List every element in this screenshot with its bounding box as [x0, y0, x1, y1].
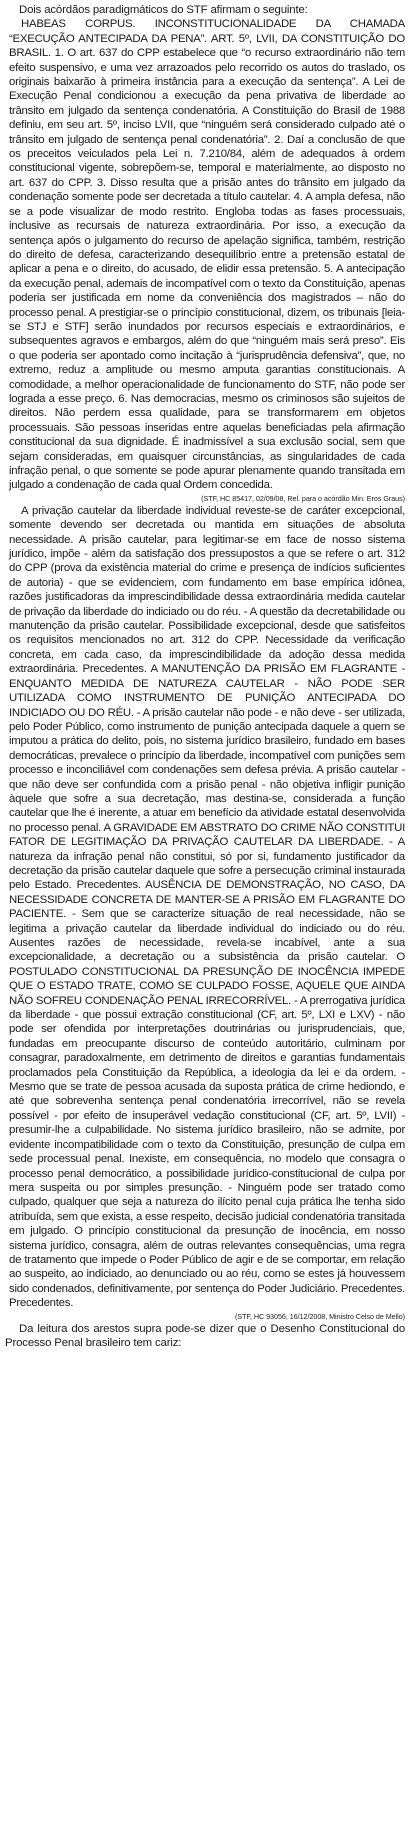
- closing-paragraph: Da leitura dos arestos supra pode-se dizer que o Desenho Constitucional do Processo Penal brasileiro tem cariz:: [5, 1322, 405, 1349]
- jurisprudence-quote-2: [5, 504, 405, 1322]
- jurisprudence-quote-1: [5, 17, 405, 503]
- intro-paragraph: Dois acórdãos paradigmáticos do STF afirmam o seguinte:: [19, 4, 308, 16]
- quote-1-text: HABEAS CORPUS. INCONSTITUCIONALIDADE DA CHAMADA “EXECUÇÃO ANTECIPADA DA PENA”. ART. 5º, LVII, DA CONSTITUIÇÃO DO BRASIL. 1. O art. 637 do CPP estabelece que “o recurso extraordinário não tem efeito suspensivo, e uma vez arrazoados pelo recorrido os autos do traslado, os originais baixarão à primeira instância para a execução da sentença”. A Lei de Execução Penal condicionou a execução da pena privativa de liberdade ao trânsito em julgado da sentença condenatória. A Constituição do Brasil de 1988 definiu, em seu art. 5º, inciso LVII, que “ninguém será considerado culpado até o trânsito em julgado de sentença penal condenatória”. 2. Daí a conclusão de que os preceitos veiculados pela Lei n. 7.210/84, além de adequados à ordem constitucional vigente, sobrepõem-se, temporal e materialmente, ao disposto no art. 637 do CPP. 3. Disso resulta que a prisão antes do trânsito em julgado da condenação somente pode ser decretada a título cautelar. 4. A ampla defesa, não se a pode visualizar de modo restrito. Engloba todas as fases processuais, inclusive as recursais de natureza extraordinária. Por isso, a execução da sentença após o julgamento do recurso de apelação significa, também, restrição do direito de defesa, caracterizando desequilíbrio entre a pretensão estatal de aplicar a pena e o direito, do acusado, de elidir essa pretensão. 5. A antecipação da execução penal, ademais de incompatível com o texto da Constituição, apenas poderia ser justificada em nome da conveniência dos magistrados – não do processo penal. A prestigiar-se o princípio constitucional, dizem, os tribunais [leia-se STJ e STF] serão inundados por recursos especiais e extraordinários, e subsequentes agravos e embargos, além do que “ninguém mais será preso”. Eis o que poderia ser apontado como incitação à “jurisprudência defensiva”, que, no extremo, reduz a amplitude ou mesmo amputa garantias constitucionais. A comodidade, a melhor operacionalidade de funcionamento do STF, não pode ser lograda a esse preço. 6. Nas democracias, mesmo os criminosos são sujeitos de direitos. Não perdem essa qualidade, para se transformarem em objetos processuais. São pessoas inseridas entre aquelas beneficiadas pela afirmação constitucional da sua dignidade. É inadmissível a sua exclusão social, sem que sejam consideradas, em quaisquer circunstâncias, as singularidades de cada infração penal, o que somente se pode apurar plenamente quando transitada em julgado a condenação de cada qual Ordem concedida.: [9, 18, 405, 492]
- quote-1-citation: (STF, HC 85417, 02/09/08, Rel. para o acórdão Min. Eros Graus): [201, 493, 405, 503]
- quote-2-text: A privação cautelar da liberdade individual reveste-se de caráter excepcional, somente devendo ser decretada ou mantida em situações de absoluta necessidade. A prisão cautelar, para legitimar-se em face de nosso sistema jurídico, impõe - além da satisfação dos pressupostos a que se refere o art. 312 do CPP (prova da existência material do crime e presença de indícios suficientes de autoria) - que se evidenciem, com fundamento em base empírica idônea, razões justificadoras da imprescindibilidade dessa extraordinária medida cautelar de privação da liberdade do indiciado ou do réu. - A questão da decretabilidade ou manutenção da prisão cautelar. Possibilidade excepcional, desde que satisfeitos os requisitos mencionados no art. 312 do CPP. Necessidade da verificação concreta, em cada caso, da imprescindibilidade da adoção dessa medida extraordinária. Precedentes. A MANUTENÇÃO DA PRISÃO EM FLAGRANTE - ENQUANTO MEDIDA DE NATUREZA CAUTELAR - NÃO PODE SER UTILIZADA COMO INSTRUMENTO DE PUNIÇÃO ANTECIPADA DO INDICIADO OU DO RÉU. - A prisão cautelar não pode - e não deve - ser utilizada, pelo Poder Público, como instrumento de punição antecipada daquele a quem se imputou a prática do delito, pois, no sistema jurídico brasileiro, fundado em bases democráticas, prevalece o princípio da liberdade, incompatível com punições sem processo e inconciliável com condenações sem defesa prévia. A prisão cautelar - que não deve ser confundida com a prisão penal - não objetiva infligir punição àquele que sofre a sua decretação, mas destina-se, considerada a função cautelar que lhe é inerente, a atuar em benefício da atividade estatal desenvolvida no processo penal. A GRAVIDADE EM ABSTRATO DO CRIME NÃO CONSTITUI FATOR DE LEGITIMAÇÃO DA PRIVAÇÃO CAUTELAR DA LIBERDADE. - A natureza da infração penal não constitui, só por si, fundamento justificador da decretação da prisão cautelar daquele que sofre a persecução criminal instaurada pelo Estado. Precedentes. AUSÊNCIA DE DEMONSTRAÇÃO, NO CASO, DA NECESSIDADE CONCRETA DE MANTER-SE A PRISÃO EM FLAGRANTE DO PACIENTE. - Sem que se caracterize situação de real necessidade, não se legitima a privação cautelar da liberdade individual do indiciado ou do réu. Ausentes razões de necessidade, revela-se incabível, ante a sua excepcionalidade, a decretação ou a subsistência da prisão cautelar. O POSTULADO CONSTITUCIONAL DA PRESUNÇÃO DE INOCÊNCIA IMPEDE QUE O ESTADO TRATE, COMO SE CULPADO FOSSE, AQUELE QUE AINDA NÃO SOFREU CONDENAÇÃO PENAL IRRECORRÍVEL. - A prerrogativa jurídica da liberdade - que possui extração constitucional (CF, art. 5º, LXI e LXV) - não pode ser ofendida por interpretações doutrinárias ou jurisprudenciais, que, fundadas em preocupante discurso de conteúdo autoritário, culminam por consagrar, paradoxalmente, em detrimento de direitos e garantias fundamentais proclamados pela Constituição da República, a ideologia da lei e da ordem. - Mesmo que se trate de pessoa acusada da suposta prática de crime hediondo, e até que sobrevenha sentença penal condenatória irrecorrível, não se revela possível - por efeito de insuperável vedação constitucional (CF, art. 5º, LVII) - presumir-lhe a culpabilidade. No sistema jurídico brasileiro, não se admite, por evidente incompatibilidade com o texto da Constituição, presunção de culpa em sede processual penal. Inexiste, em consequência, no modelo que consagra o processo penal democrático, a possibilidade jurídico-constitucional de culpa por mera suspeita ou por simples presunção. - Ninguém pode ser tratado como culpado, qualquer que seja a natureza do ilícito penal cuja prática lhe tenha sido atribuída, sem que exista, a esse respeito, decisão judicial condenatória transitada em julgado. O princípio constitucional da presunção de inocência, em nosso sistema jurídico, consagra, além de outras relevantes consequências, uma regra de tratamento que impede o Poder Público de agir e de se comportar, em relação ao suspeito, ao indiciado, ao denunciado ou ao réu, como se estes já houvessem sido condenados, definitivamente, por sentença do Poder Judiciário. Precedentes. Precedentes.: [9, 504, 405, 1310]
- quote-2-citation: (STF, HC 93056, 16/12/2008, Ministro Celso de Mello): [235, 1311, 405, 1321]
